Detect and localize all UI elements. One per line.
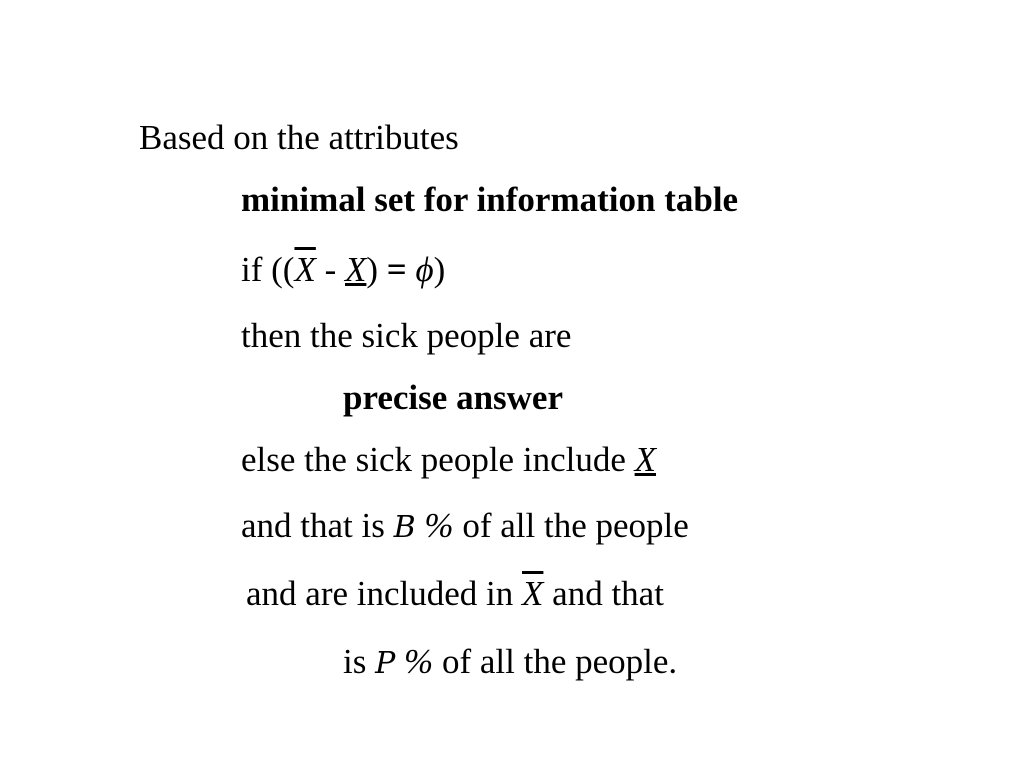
x-lower-approximation: X bbox=[345, 250, 367, 289]
x-lower-approximation: X bbox=[634, 440, 657, 479]
line-beta-percent bbox=[241, 508, 689, 543]
x-upper-approximation: $\overline{X}$ bbox=[294, 250, 316, 289]
line-minimal-set bbox=[241, 182, 738, 217]
line-based-on-attributes bbox=[139, 120, 459, 155]
line-p-percent bbox=[343, 644, 677, 679]
line-text: minimal set for information table bbox=[241, 180, 739, 219]
line-if-condition bbox=[241, 252, 445, 287]
else-text: else the sick people include bbox=[241, 440, 635, 479]
of-all-people: of all the people. bbox=[441, 642, 678, 681]
percent-sign: % bbox=[415, 506, 463, 545]
is-prefix: is bbox=[343, 642, 376, 681]
included-prefix: and are included in bbox=[246, 574, 523, 613]
line-then bbox=[241, 318, 571, 353]
line-text: then the sick people are bbox=[241, 316, 572, 355]
and-that-is: and that is bbox=[241, 506, 394, 545]
p-symbol: P bbox=[375, 646, 396, 681]
x-upper-approximation: $\overline{X}$ bbox=[522, 574, 544, 613]
line-else bbox=[241, 442, 656, 477]
percent-sign: % bbox=[395, 642, 442, 681]
phi-symbol: ϕ bbox=[415, 250, 434, 289]
and-that: and that bbox=[543, 574, 664, 613]
end-paren: ) bbox=[433, 250, 446, 289]
line-precise-answer bbox=[343, 380, 563, 415]
line-included-in bbox=[246, 576, 664, 611]
minus-sign: - bbox=[315, 250, 345, 289]
line-text: Based on the attributes bbox=[139, 118, 459, 157]
equals-sign: = bbox=[378, 250, 416, 289]
line-text: precise answer bbox=[343, 378, 563, 417]
if-prefix: if (( bbox=[241, 250, 295, 289]
of-all-people: of all the people bbox=[462, 506, 689, 545]
close-paren: ) bbox=[366, 250, 379, 289]
beta-symbol: B bbox=[393, 510, 416, 545]
